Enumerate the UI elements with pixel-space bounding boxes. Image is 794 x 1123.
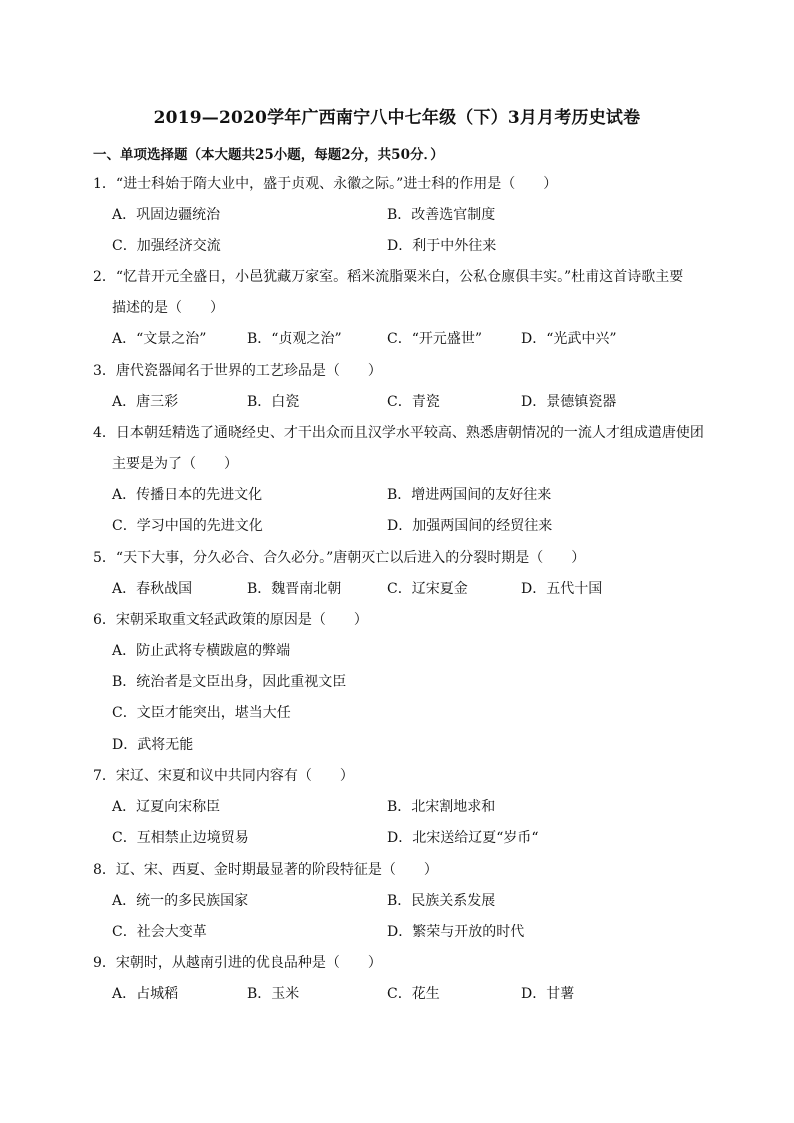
question-8-stem: 8．辽、宋、西夏、金时期最显著的阶段特征是（ ）	[93, 862, 438, 878]
question-1-stem: 1．“进士科始于隋大业中，盛于贞观、永徽之际。”进士科的作用是（ ）	[93, 176, 558, 192]
q8-option-d: D．繁荣与开放的时代	[387, 924, 525, 940]
q4-option-c: C．学习中国的先进文化	[112, 518, 263, 534]
q7-option-b: B．北宋割地求和	[387, 799, 496, 815]
section-heading: 一、单项选择题（本大题共25小题，每题2分，共50分．）	[93, 147, 444, 163]
question-9-stem: 9．宋朝时，从越南引进的优良品种是（ ）	[93, 955, 382, 971]
question-4-stem: 4．日本朝廷精选了通晓经史、才干出众而且汉学水平较高、熟悉唐朝情况的一流人才组成遣唐使团	[93, 425, 704, 441]
q2-option-b: B．“贞观之治”	[247, 331, 342, 347]
q4-option-b: B．增进两国间的友好往来	[387, 487, 552, 503]
q5-option-c: C．辽宋夏金	[387, 581, 468, 597]
q1-option-d: D．利于中外往来	[387, 238, 497, 254]
question-5-stem: 5．“天下大事，分久必合、合久必分。”唐朝灭亡以后进入的分裂时期是（ ）	[93, 550, 586, 566]
q1-option-c: C．加强经济交流	[112, 238, 221, 254]
question-4-stem-cont: 主要是为了（ ）	[112, 456, 238, 472]
q1-option-b: B．改善选官制度	[387, 207, 496, 223]
q8-option-b: B．民族关系发展	[387, 893, 496, 909]
q7-option-d: D．北宋送给辽夏“岁币“	[387, 830, 539, 846]
q2-option-d: D．“光武中兴”	[521, 331, 617, 347]
q9-option-b: B．玉米	[247, 986, 300, 1002]
q9-option-c: C．花生	[387, 986, 440, 1002]
q4-option-a: A．传播日本的先进文化	[112, 487, 263, 503]
q2-option-c: C．“开元盛世”	[387, 331, 483, 347]
question-6-stem: 6．宋朝采取重文轻武政策的原因是（ ）	[93, 612, 368, 628]
q7-option-a: A．辽夏向宋称臣	[112, 799, 221, 815]
q5-option-b: B．魏晋南北朝	[247, 581, 342, 597]
q8-option-a: A．统一的多民族国家	[112, 893, 249, 909]
question-2-stem: 2．“忆昔开元全盛日，小邑犹藏万家室。稻米流脂粟米白，公私仓廪俱丰实。”杜甫这首诗歌主要	[93, 269, 684, 285]
q9-option-d: D．甘薯	[521, 986, 575, 1002]
q6-option-d: D．武将无能	[112, 737, 194, 753]
q1-option-a: A．巩固边疆统治	[112, 207, 221, 223]
q5-option-d: D．五代十国	[521, 581, 603, 597]
q5-option-a: A．春秋战国	[112, 581, 193, 597]
q8-option-c: C．社会大变革	[112, 924, 207, 940]
q3-option-c: C．青瓷	[387, 394, 440, 410]
q3-option-b: B．白瓷	[247, 394, 300, 410]
exam-title: 2019—2020学年广西南宁八中七年级（下）3月月考历史试卷	[153, 108, 641, 128]
q2-option-a: A．“文景之治”	[112, 331, 207, 347]
q3-option-a: A．唐三彩	[112, 394, 179, 410]
q3-option-d: D．景德镇瓷器	[521, 394, 617, 410]
question-3-stem: 3．唐代瓷器闻名于世界的工艺珍品是（ ）	[93, 363, 382, 379]
q6-option-c: C．文臣才能突出，堪当大任	[112, 705, 291, 721]
q7-option-c: C．互相禁止边境贸易	[112, 830, 249, 846]
q6-option-b: B．统治者是文臣出身，因此重视文臣	[112, 674, 347, 690]
q6-option-a: A．防止武将专横跋扈的弊端	[112, 643, 291, 659]
question-7-stem: 7．宋辽、宋夏和议中共同内容有（ ）	[93, 768, 354, 784]
q4-option-d: D．加强两国间的经贸往来	[387, 518, 553, 534]
question-2-stem-cont: 描述的是（ ）	[112, 300, 224, 316]
q9-option-a: A．占城稻	[112, 986, 179, 1002]
